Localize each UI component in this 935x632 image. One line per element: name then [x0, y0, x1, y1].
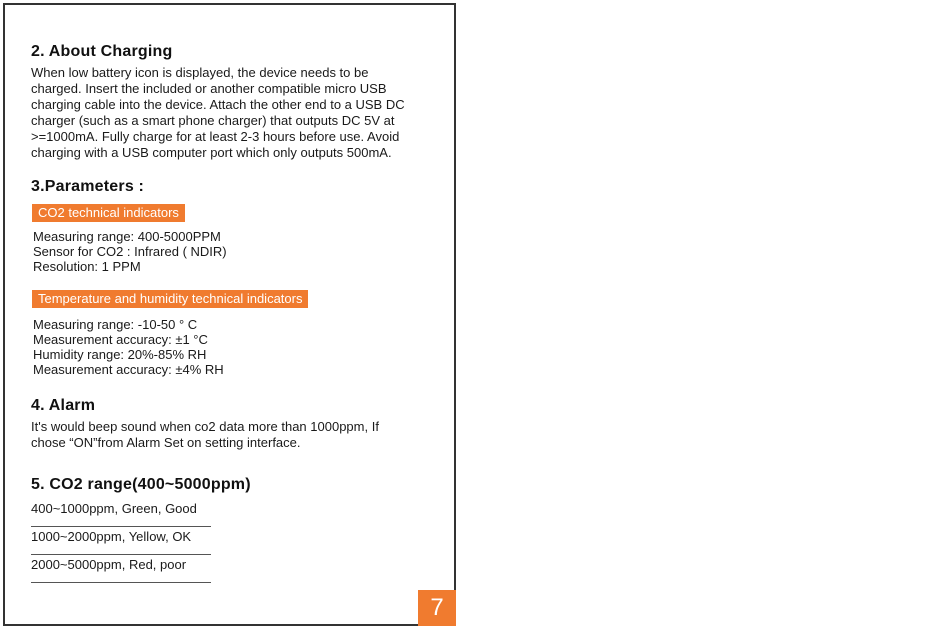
- alarm-line: chose “ON”from Alarm Set on setting interface.: [31, 435, 301, 450]
- alarm-heading: 4. Alarm: [31, 397, 96, 414]
- charging-heading: 2. About Charging: [31, 43, 173, 60]
- temp-humidity-indicators-list: [33, 317, 224, 377]
- list-item: Humidity range: 20%-85% RH: [33, 347, 207, 362]
- co2-range-row: 2000~5000ppm, Red, poor: [31, 556, 211, 583]
- list-item: Resolution: 1 PPM: [33, 259, 141, 274]
- list-item: Measurement accuracy: ±1 °C: [33, 332, 208, 347]
- co2-range-row: 1000~2000ppm, Yellow, OK: [31, 528, 211, 555]
- co2-indicators-tag: CO2 technical indicators: [32, 204, 185, 222]
- co2-indicators-list: [33, 229, 227, 274]
- page-number-badge: 7: [418, 590, 456, 626]
- charging-line: charger (such as a smart phone charger) that outputs DC 5V at: [31, 113, 395, 128]
- manual-page: [3, 3, 456, 626]
- alarm-line: It's would beep sound when co2 data more than 1000ppm, If: [31, 419, 379, 434]
- co2-range-heading: 5. CO2 range(400~5000ppm): [31, 476, 251, 493]
- charging-line: When low battery icon is displayed, the device needs to be: [31, 65, 369, 80]
- charging-line: charging with a USB computer port which only outputs 500mA.: [31, 145, 392, 160]
- charging-line: charging cable into the device. Attach the other end to a USB DC: [31, 97, 405, 112]
- list-item: Measuring range: -10-50 ° C: [33, 317, 198, 332]
- charging-paragraph: [31, 65, 441, 161]
- list-item: Measurement accuracy: ±4% RH: [33, 362, 224, 377]
- alarm-paragraph: [31, 419, 441, 451]
- list-item: Sensor for CO2 : Infrared ( NDIR): [33, 244, 227, 259]
- temp-humidity-indicators-tag: Temperature and humidity technical indicators: [32, 290, 308, 308]
- list-item: Measuring range: 400-5000PPM: [33, 229, 221, 244]
- charging-line: charged. Insert the included or another compatible micro USB: [31, 81, 387, 96]
- co2-range-row: 400~1000ppm, Green, Good: [31, 500, 211, 527]
- charging-line: >=1000mA. Fully charge for at least 2-3 hours before use. Avoid: [31, 129, 400, 144]
- parameters-heading: 3.Parameters :: [31, 178, 145, 195]
